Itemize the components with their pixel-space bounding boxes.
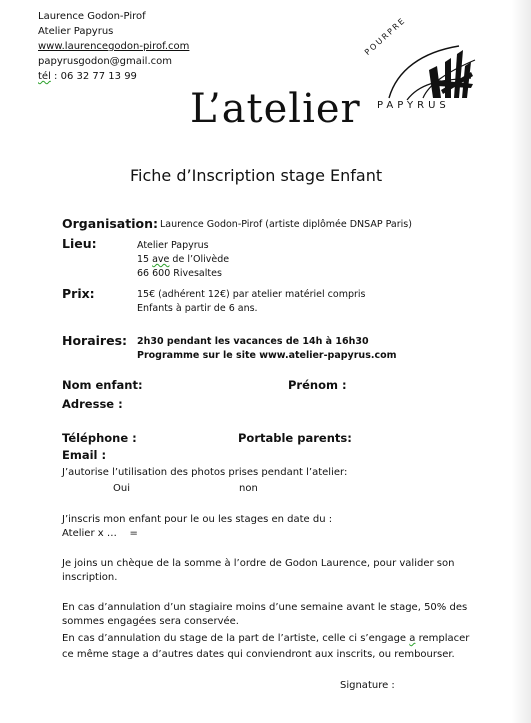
portable-label: Portable parents: bbox=[238, 431, 352, 445]
annulation-stagiaire-line-1: En cas d’annulation d’un stagiaire moins d’une semaine avant le stage, 50% des bbox=[62, 602, 468, 613]
annulation-artiste-text-a: En cas d’annulation du stage de la part de l’artiste, celle ci s’engage bbox=[62, 633, 410, 644]
phone-number: : 06 32 77 13 99 bbox=[50, 71, 137, 82]
organisation-value: Laurence Godon-Pirof (artiste diplômée DNSAP Paris) bbox=[160, 219, 412, 230]
cheque-line-2: inscription. bbox=[62, 572, 118, 583]
contact-email: papyrusgodon@gmail.com bbox=[38, 56, 172, 67]
annulation-artiste-text-b: remplacer bbox=[415, 633, 470, 644]
horaires-line-1: 2h30 pendant les vacances de 14h à 16h30 bbox=[137, 336, 369, 347]
annulation-stagiaire-line-2: sommes engagées sera conservée. bbox=[62, 616, 239, 627]
prix-label: Prix: bbox=[62, 286, 95, 301]
photos-oui-option: Oui bbox=[113, 483, 130, 494]
annulation-artiste-line-2: ce même stage a d’autres dates qui conviendront aux inscrits, ou rembourser. bbox=[62, 649, 455, 660]
logo-text-top: POURPRE bbox=[362, 15, 408, 58]
lieu-line-3: 66 600 Rivesaltes bbox=[137, 268, 222, 279]
adresse-label: Adresse : bbox=[62, 397, 123, 411]
organisation-label: Organisation: bbox=[62, 216, 158, 231]
horaires-line-2: Programme sur le site www.atelier-papyrus.com bbox=[137, 350, 397, 361]
lieu-ave: ave bbox=[152, 254, 170, 265]
horaires-label: Horaires: bbox=[62, 333, 128, 348]
contact-name: Laurence Godon-Pirof bbox=[38, 11, 146, 22]
atelier-count-line: Atelier x … = bbox=[62, 528, 138, 539]
lieu-line-1: Atelier Papyrus bbox=[137, 240, 209, 251]
page-title: L’atelier bbox=[190, 86, 361, 132]
annulation-artiste-line-1 bbox=[62, 632, 469, 646]
lieu-street: de l’Olivède bbox=[169, 254, 230, 265]
form-heading: Fiche d’Inscription stage Enfant bbox=[130, 166, 383, 185]
prenom-label: Prénom : bbox=[288, 378, 347, 392]
lieu-label: Lieu: bbox=[62, 236, 97, 251]
nom-enfant-label: Nom enfant: bbox=[62, 378, 143, 392]
lieu-number: 15 bbox=[137, 254, 153, 265]
page-edge-shadow bbox=[511, 0, 531, 723]
logo-text-bottom: PAPYRUS bbox=[377, 100, 450, 111]
annulation-artiste-a: a bbox=[409, 633, 416, 644]
prix-line-2: Enfants à partir de 6 ans. bbox=[137, 303, 258, 314]
lieu-line-2 bbox=[137, 253, 229, 267]
phone-prefix: tél bbox=[38, 71, 51, 82]
telephone-label: Téléphone : bbox=[62, 431, 137, 445]
contact-phone bbox=[38, 70, 137, 84]
email-label: Email : bbox=[62, 448, 107, 462]
inscription-text: J’inscris mon enfant pour le ou les stages en date du : bbox=[62, 514, 333, 525]
contact-studio: Atelier Papyrus bbox=[38, 26, 114, 37]
pourpre-papyrus-logo bbox=[362, 15, 479, 126]
signature-label: Signature : bbox=[340, 680, 395, 691]
prix-line-1: 15€ (adhérent 12€) par atelier matériel compris bbox=[137, 289, 366, 300]
photos-consent-text: J’autorise l’utilisation des photos prises pendant l’atelier: bbox=[62, 467, 348, 478]
photos-non-option: non bbox=[239, 483, 258, 494]
cheque-line-1: Je joins un chèque de la somme à l’ordre de Godon Laurence, pour valider son bbox=[62, 558, 455, 569]
contact-website-link[interactable]: www.laurencegodon-pirof.com bbox=[38, 41, 190, 52]
